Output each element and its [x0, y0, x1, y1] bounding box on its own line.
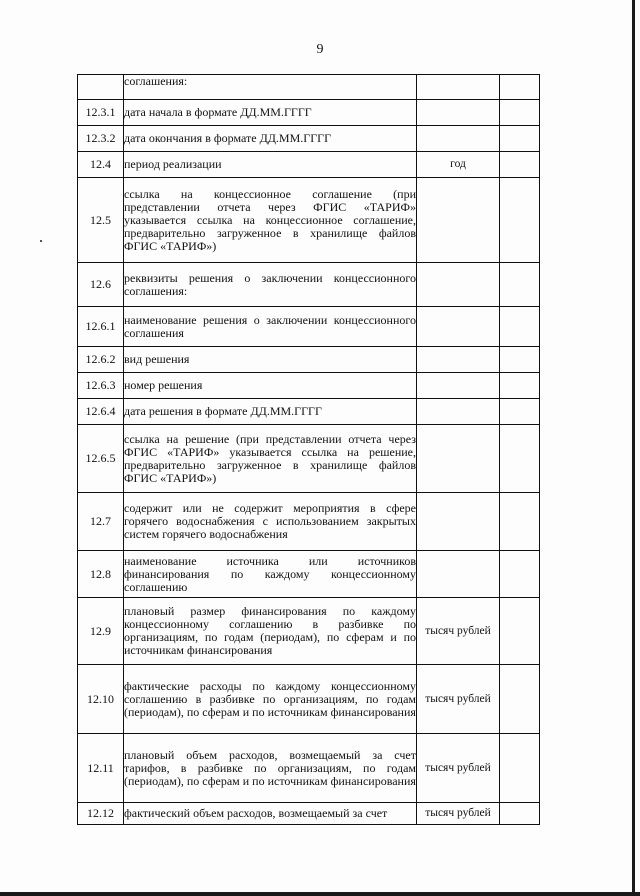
row-value-cell — [500, 152, 540, 178]
row-unit — [417, 551, 500, 598]
row-number — [78, 75, 124, 100]
table-row — [78, 493, 540, 551]
row-number: 12.3.1 — [78, 100, 124, 126]
row-unit — [417, 307, 500, 347]
row-number: 12.7 — [78, 493, 124, 551]
page-bottom-edge — [0, 892, 640, 896]
row-unit — [417, 347, 500, 373]
table-row — [78, 734, 540, 803]
table-row — [78, 126, 540, 152]
row-description: наименование решения о заключении концессионного соглашения — [124, 307, 417, 347]
row-value-cell — [500, 399, 540, 425]
row-unit — [417, 75, 500, 100]
row-description: наименование источника или источников финансирования по каждому концессионному соглашению — [124, 551, 417, 598]
row-description: ссылка на решение (при представлении отчета через ФГИС «ТАРИФ» указывается ссылка на решение, предварительно загруженное в хранилище файлов ФГИС «ТАРИФ») — [124, 425, 417, 493]
row-number: 12.3.2 — [78, 126, 124, 152]
row-number: 12.12 — [78, 803, 124, 825]
row-description: плановый объем расходов, возмещаемый за счет тарифов, в разбивке по организациям, по годам (периодам), по сферам и по источникам финансирования — [124, 734, 417, 803]
row-unit — [417, 373, 500, 399]
row-description: соглашения: — [124, 75, 417, 100]
row-description: фактический объем расходов, возмещаемый за счет — [124, 803, 417, 825]
table-row — [78, 178, 540, 263]
row-value-cell — [500, 347, 540, 373]
row-value-cell — [500, 373, 540, 399]
row-description: номер решения — [124, 373, 417, 399]
table-row — [78, 307, 540, 347]
table-row — [78, 425, 540, 493]
row-number: 12.6 — [78, 263, 124, 307]
table-row — [78, 665, 540, 734]
row-description: фактические расходы по каждому концессионному соглашению в разбивке по организациям, по годам (периодам), по сферам и по источникам финансирования — [124, 665, 417, 734]
row-unit — [417, 263, 500, 307]
table-row — [78, 347, 540, 373]
row-number: 12.6.4 — [78, 399, 124, 425]
row-unit — [417, 493, 500, 551]
row-unit: год — [417, 152, 500, 178]
row-value-cell — [500, 100, 540, 126]
report-table-body — [78, 75, 540, 825]
row-description: содержит или не содержит мероприятия в сфере горячего водоснабжения с использованием закрытых систем горячего водоснабжения — [124, 493, 417, 551]
table-row — [78, 75, 540, 100]
row-description: дата начала в формате ДД.ММ.ГГГГ — [124, 100, 417, 126]
row-unit — [417, 100, 500, 126]
table-row — [78, 399, 540, 425]
row-number: 12.6.1 — [78, 307, 124, 347]
row-value-cell — [500, 263, 540, 307]
table-row — [78, 551, 540, 598]
margin-mark — [40, 240, 42, 242]
table-row — [78, 598, 540, 665]
row-description: ссылка на концессионное соглашение (при представлении отчета через ФГИС «ТАРИФ» указывается ссылка на концессионное соглашение, предварительно загруженное в хранилище файлов ФГИС «ТАРИФ») — [124, 178, 417, 263]
row-number: 12.4 — [78, 152, 124, 178]
row-value-cell — [500, 75, 540, 100]
row-unit — [417, 178, 500, 263]
row-value-cell — [500, 734, 540, 803]
row-unit: тысяч рублей — [417, 665, 500, 734]
row-number: 12.10 — [78, 665, 124, 734]
table-row — [78, 263, 540, 307]
row-description: дата решения в формате ДД.ММ.ГГГГ — [124, 399, 417, 425]
row-value-cell — [500, 307, 540, 347]
row-unit: тысяч рублей — [417, 598, 500, 665]
row-value-cell — [500, 425, 540, 493]
row-number: 12.5 — [78, 178, 124, 263]
row-description: период реализации — [124, 152, 417, 178]
row-unit — [417, 399, 500, 425]
row-number: 12.6.3 — [78, 373, 124, 399]
row-description: вид решения — [124, 347, 417, 373]
page-number: 9 — [316, 42, 324, 57]
row-value-cell — [500, 493, 540, 551]
report-table — [77, 74, 540, 825]
row-description: дата окончания в формате ДД.ММ.ГГГГ — [124, 126, 417, 152]
row-number: 12.8 — [78, 551, 124, 598]
row-unit — [417, 126, 500, 152]
row-value-cell — [500, 665, 540, 734]
row-number: 12.9 — [78, 598, 124, 665]
table-row — [78, 152, 540, 178]
row-value-cell — [500, 126, 540, 152]
row-unit: тысяч рублей — [417, 803, 500, 825]
row-unit — [417, 425, 500, 493]
table-row — [78, 803, 540, 825]
row-value-cell — [500, 551, 540, 598]
row-value-cell — [500, 178, 540, 263]
row-number: 12.6.2 — [78, 347, 124, 373]
table-row — [78, 100, 540, 126]
row-value-cell — [500, 803, 540, 825]
row-number: 12.11 — [78, 734, 124, 803]
row-unit: тысяч рублей — [417, 734, 500, 803]
table-row — [78, 373, 540, 399]
page-edge — [632, 0, 635, 896]
row-value-cell — [500, 598, 540, 665]
row-description: реквизиты решения о заключении концессионного соглашения: — [124, 263, 417, 307]
row-number: 12.6.5 — [78, 425, 124, 493]
row-description: плановый размер финансирования по каждому концессионному соглашению в разбивке по организациям, по годам (периодам), по сферам и по источникам финансирования — [124, 598, 417, 665]
